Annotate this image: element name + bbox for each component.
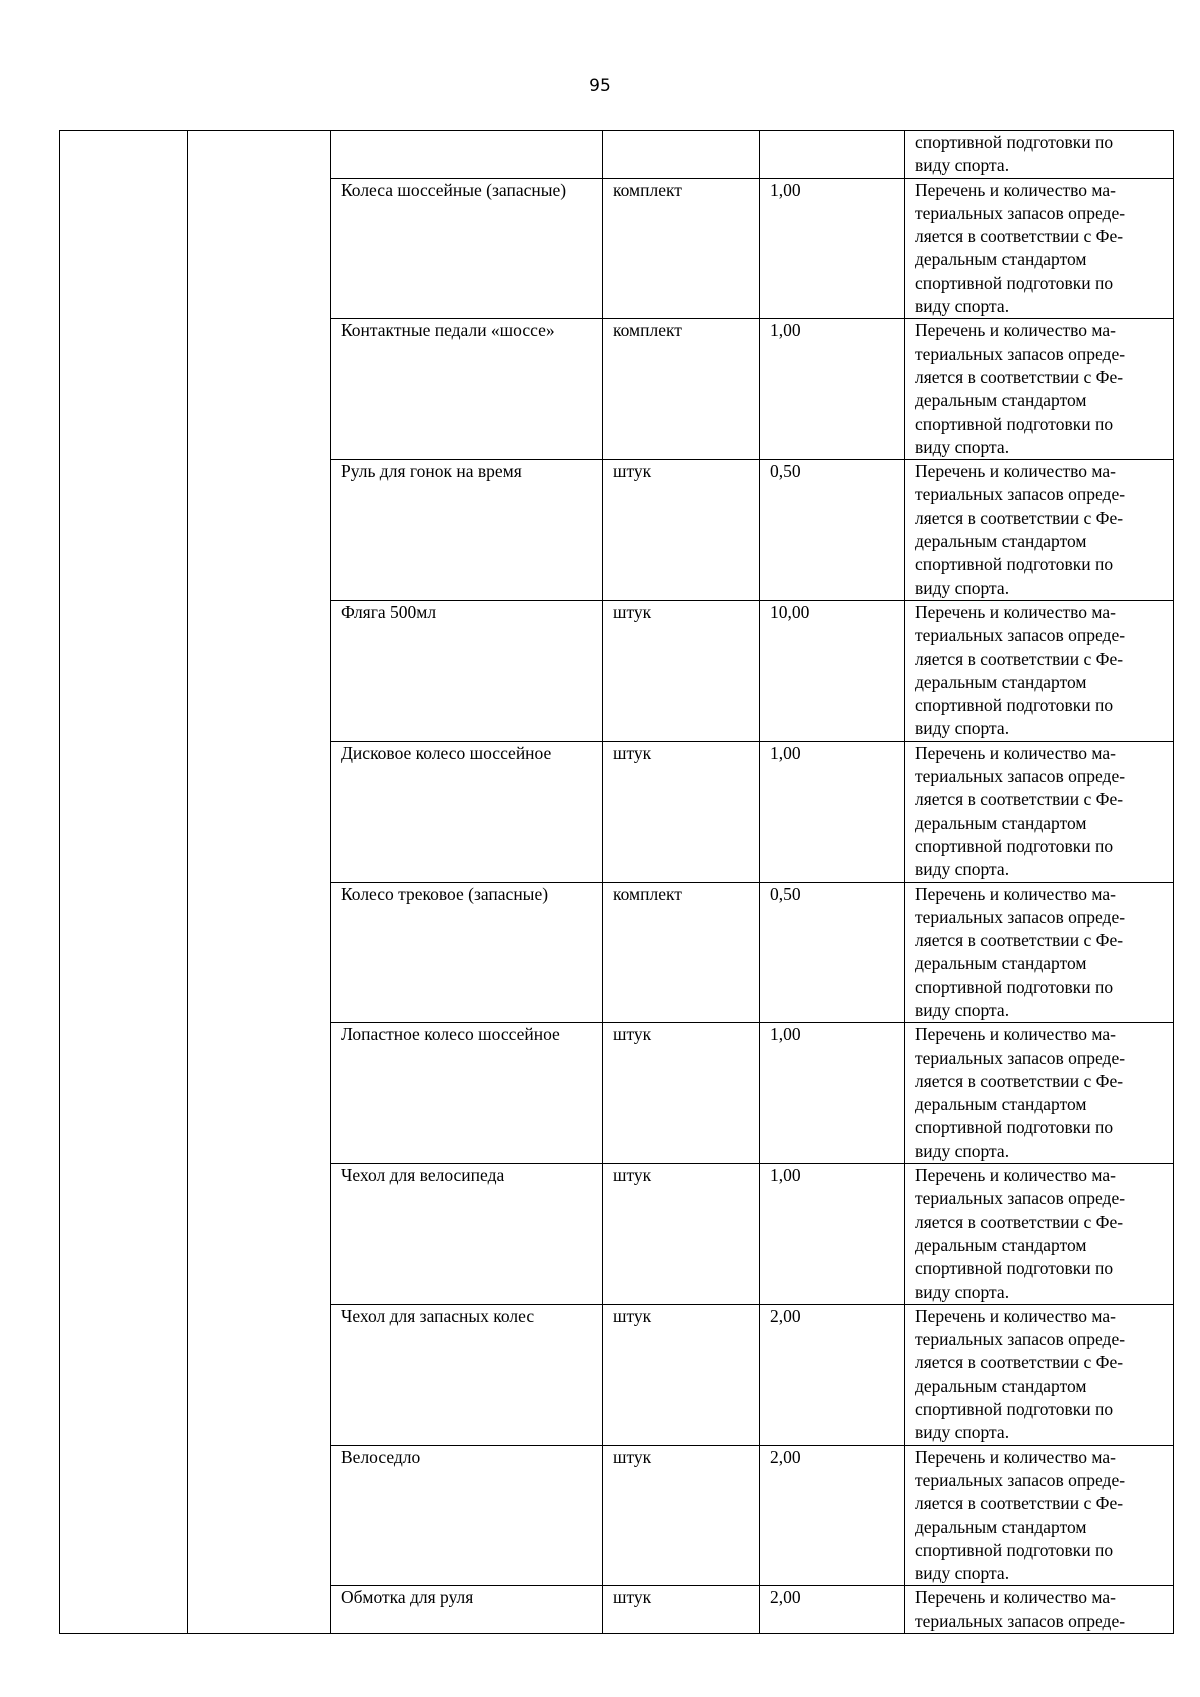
note-line: териальных запасов опреде- [915, 1329, 1126, 1350]
note-line: териальных запасов опреде- [915, 906, 1126, 927]
unit-cell: комплект [603, 178, 760, 319]
empty-cell [603, 131, 760, 179]
unit-cell: штук [603, 1164, 760, 1305]
page-number: 95 [589, 76, 611, 96]
note-line: виду спорта. [915, 296, 1010, 317]
note-line: Перечень и количество ма- [915, 1305, 1116, 1326]
note-line: Перечень и количество ма- [915, 1165, 1116, 1186]
empty-cell [331, 131, 603, 179]
quantity-cell: 1,00 [760, 319, 905, 460]
note-cell [905, 1586, 1174, 1634]
note-line: спортивной подготовки по [915, 1117, 1114, 1138]
note-cell [905, 460, 1174, 601]
quantity-cell: 0,50 [760, 882, 905, 1023]
empty-cell [760, 131, 905, 179]
note-line: деральным стандартом [915, 249, 1087, 270]
item-name-cell: Лопастное колесо шоссейное [331, 1023, 603, 1164]
item-name-cell: Фляга 500мл [331, 600, 603, 741]
note-line: деральным стандартом [915, 1516, 1087, 1537]
quantity-cell: 0,50 [760, 460, 905, 601]
note-line: Перечень и количество ма- [915, 601, 1116, 622]
item-name-cell: Руль для гонок на время [331, 460, 603, 601]
note-line: спортивной подготовки по [915, 554, 1114, 575]
note-line: виду спорта. [915, 436, 1010, 457]
note-line: виду спорта. [915, 577, 1010, 598]
item-name-cell: Дисковое колесо шоссейное [331, 741, 603, 882]
note-line: териальных запасов опреде- [915, 484, 1126, 505]
note-line: ляется в соответствии с Фе- [915, 930, 1124, 951]
note-line: Перечень и количество ма- [915, 1024, 1116, 1045]
note-line: спортивной подготовки по [915, 695, 1114, 716]
unit-cell: штук [603, 1586, 760, 1634]
note-line: виду спорта. [915, 1281, 1010, 1302]
note-line: виду спорта. [915, 1422, 1010, 1443]
note-cell [905, 882, 1174, 1023]
note-line: ляется в соответствии с Фе- [915, 1211, 1124, 1232]
unit-cell: штук [603, 600, 760, 741]
note-line: деральным стандартом [915, 671, 1087, 692]
item-name-cell: Обмотка для руля [331, 1586, 603, 1634]
quantity-cell: 1,00 [760, 1023, 905, 1164]
note-line: Перечень и количество ма- [915, 179, 1116, 200]
unit-cell: штук [603, 741, 760, 882]
note-line: териальных запасов опреде- [915, 625, 1126, 646]
note-cell [905, 1445, 1174, 1586]
merged-column-2 [188, 131, 331, 1634]
item-name-cell: Колеса шоссейные (запасные) [331, 178, 603, 319]
note-line: териальных запасов опреде- [915, 1188, 1126, 1209]
note-line: деральным стандартом [915, 390, 1087, 411]
unit-cell: штук [603, 460, 760, 601]
note-line: виду спорта. [915, 718, 1010, 739]
note-line: Перечень и количество ма- [915, 320, 1116, 341]
note-line: спортивной подготовки по [915, 1258, 1114, 1279]
item-name-cell: Велоседло [331, 1445, 603, 1586]
note-cell [905, 1023, 1174, 1164]
unit-cell: штук [603, 1023, 760, 1164]
quantity-cell: 10,00 [760, 600, 905, 741]
quantity-cell: 1,00 [760, 1164, 905, 1305]
note-line: териальных запасов опреде- [915, 1469, 1126, 1490]
item-name-cell: Контактные педали «шоссе» [331, 319, 603, 460]
note-line: ляется в соответствии с Фе- [915, 1070, 1124, 1091]
unit-cell: комплект [603, 319, 760, 460]
note-line: спортивной подготовки по [915, 1539, 1114, 1560]
merged-column-1 [60, 131, 188, 1634]
note-line: спортивной подготовки по [915, 976, 1114, 997]
note-line: деральным стандартом [915, 1234, 1087, 1255]
note-cell [905, 600, 1174, 741]
note-line: Перечень и количество ма- [915, 1446, 1116, 1467]
note-line: ляется в соответствии с Фе- [915, 1493, 1124, 1514]
note-line: деральным стандартом [915, 953, 1087, 974]
note-line: Перечень и количество ма- [915, 461, 1116, 482]
note-cell [905, 741, 1174, 882]
note-line: виду спорта. [915, 1563, 1010, 1584]
note-line: деральным стандартом [915, 1375, 1087, 1396]
note-line: териальных запасов опреде- [915, 343, 1126, 364]
note-line: спортивной подготовки по [915, 1399, 1114, 1420]
note-line: спортивной подготовки по [915, 272, 1114, 293]
note-line: виду спорта. [915, 1140, 1010, 1161]
note-line: териальных запасов опреде- [915, 1610, 1126, 1631]
quantity-cell: 2,00 [760, 1445, 905, 1586]
unit-cell: штук [603, 1445, 760, 1586]
note-line: виду спорта. [915, 999, 1010, 1020]
note-line: ляется в соответствии с Фе- [915, 789, 1124, 810]
note-line: виду спорта. [915, 859, 1010, 880]
note-line: Перечень и количество ма- [915, 1587, 1116, 1608]
note-line: виду спорта. [915, 155, 1010, 176]
note-line: деральным стандартом [915, 1094, 1087, 1115]
unit-cell: штук [603, 1304, 760, 1445]
note-line: ляется в соответствии с Фе- [915, 366, 1124, 387]
item-name-cell: Чехол для велосипеда [331, 1164, 603, 1305]
note-line: ляется в соответствии с Фе- [915, 226, 1124, 247]
table-body [60, 131, 1174, 1634]
item-name-cell: Колесо трековое (запасные) [331, 882, 603, 1023]
table-row-continued [60, 131, 1174, 179]
quantity-cell: 1,00 [760, 178, 905, 319]
note-line: ляется в соответствии с Фе- [915, 507, 1124, 528]
note-line: териальных запасов опреде- [915, 766, 1126, 787]
note-cell [905, 1304, 1174, 1445]
item-name-cell: Чехол для запасных колес [331, 1304, 603, 1445]
note-line: деральным стандартом [915, 812, 1087, 833]
note-line: спортивной подготовки по [915, 413, 1114, 434]
quantity-cell: 1,00 [760, 741, 905, 882]
quantity-cell: 2,00 [760, 1586, 905, 1634]
note-line: ляется в соответствии с Фе- [915, 648, 1124, 669]
note-line: спортивной подготовки по [915, 835, 1114, 856]
quantity-cell: 2,00 [760, 1304, 905, 1445]
note-cell [905, 178, 1174, 319]
note-line: ляется в соответствии с Фе- [915, 1352, 1124, 1373]
note-cell [905, 131, 1174, 179]
note-line: деральным стандартом [915, 531, 1087, 552]
note-cell [905, 319, 1174, 460]
note-line: териальных запасов опреде- [915, 202, 1126, 223]
note-line: териальных запасов опреде- [915, 1047, 1126, 1068]
note-line: спортивной подготовки по [915, 132, 1114, 152]
note-line: Перечень и количество ма- [915, 883, 1116, 904]
note-line: Перечень и количество ма- [915, 742, 1116, 763]
note-cell [905, 1164, 1174, 1305]
equipment-table [59, 130, 1174, 1634]
unit-cell: комплект [603, 882, 760, 1023]
